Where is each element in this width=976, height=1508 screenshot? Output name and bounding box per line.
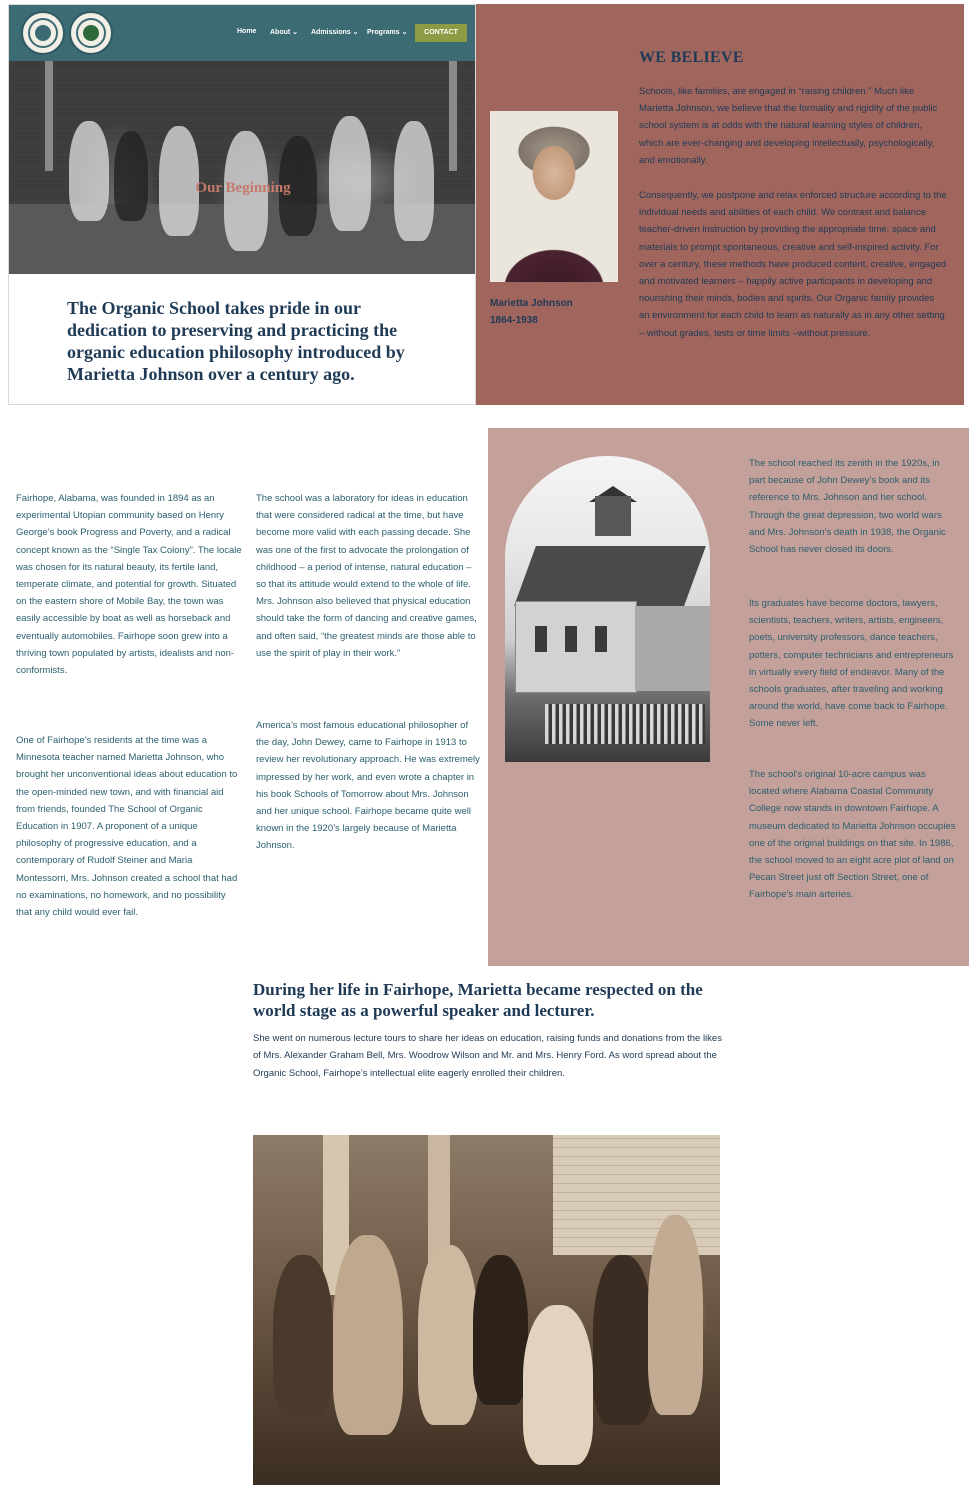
site-header xyxy=(9,5,476,61)
panel-paragraph: Its graduates have become doctors, lawyers, scientists, teachers, writers, artists, engineers, poets, university professors, dance teachers, potters, computer technicians and entrepreneurs in virtually every field of endeavor. Many of the schools graduates, after traveling and working around the world, have come back to Fairhope. Some never left. xyxy=(749,598,954,730)
schoolhouse-photo xyxy=(505,456,710,762)
hero-section xyxy=(8,4,476,405)
history-col1-paragraph: Fairhope, Alabama, was founded in 1894 as an experimental Utopian community based on Henry George’s book Progress and Poverty, and a radical concept known as the “Single Tax Colony”. The locale was chosen for its natural beauty, its fertile land, temperate climate, and potential for growth. Situated on the eastern shore of Mobile Bay, the town was easily accessible by boat as well as horseback and eventually automobiles. Fairhope soon grew into a thriving town populated by artists, idealists and non-conformists. xyxy=(16,493,242,677)
we-believe-section xyxy=(476,4,964,405)
contact-button[interactable]: CONTACT xyxy=(415,24,467,42)
fairhope-organic-school-logo-icon[interactable] xyxy=(69,11,113,55)
hero-photo xyxy=(9,61,476,274)
hero-heading: The Organic School takes pride in our dedication to preserving and practicing the organic education philosophy introduced by Marietta Johnson over a century ago. xyxy=(67,298,405,384)
nav-programs[interactable]: Programs ⌄ xyxy=(367,29,408,36)
history-col1-paragraph: One of Fairhope’s residents at the time was a Minnesota teacher named Marietta Johnson, who brought her unconventional ideas about education to the open-minded new town, and with financial aid from friends, founded The School of Organic Education in 1907. A proponent of a unique philosophy of progressive education, and a contemporary of Rudolf Steiner and Maria Montessorri, Mrs. Johnson created a school that had no examinations, no homework, and no possibility that any child would ever fail. xyxy=(16,735,238,919)
nav-admissions[interactable]: Admissions ⌄ xyxy=(311,29,359,36)
we-believe-title: WE BELIEVE xyxy=(639,49,744,66)
believe-paragraph: Schools, like families, are engaged in “raising children.” Much like Marietta Johnson, we believe that the formality and rigidity of the public school system is at odds with the natural learning styles of children, which are ever-changing and developing intellectually, psychologically, and emotionally. xyxy=(639,86,938,166)
nav-home[interactable]: Home xyxy=(237,28,257,35)
portrait-name: Marietta Johnson xyxy=(490,298,573,309)
portrait-years: 1864-1938 xyxy=(490,315,538,326)
nav-about[interactable]: About ⌄ xyxy=(270,29,299,36)
panel-paragraph: The school reached its zenith in the 1920s, in part because of John Dewey’s book and its reference to Mrs. Johnson and her school. Through the great depression, two world wars and Mrs. Johnson’s death in 1938, the Organic School has never closed its doors. xyxy=(749,458,946,556)
portrait-caption xyxy=(490,295,630,329)
hero-image-caption: Our Beginning xyxy=(195,180,291,196)
lecturer-paragraph: She went on numerous lecture tours to share her ideas on education, raising funds and donations from the likes of Mrs. Alexander Graham Bell, Mrs. Woodrow Wilson and Mr. and Mrs. Henry Ford. As word spread about the Organic School, Fairhope’s intellectual elite eagerly enrolled their children. xyxy=(253,1033,722,1079)
lecturer-heading: During her life in Fairhope, Marietta became respected on the world stage as a powerful speaker and lecturer. xyxy=(253,980,703,1020)
history-col2-paragraph: America’s most famous educational philosopher of the day, John Dewey, came to Fairhope in 1913 to review her revolutionary approach. He was extremely impressed by her work, and even wrote a chapter in his book Schools of Tomorrow about Mrs. Johnson and her unique school. Fairhope became quite well known in the 1920’s largely because of Marietta Johnson. xyxy=(256,720,480,852)
marietta-johnson-school-logo-icon[interactable] xyxy=(21,11,65,55)
marietta-johnson-portrait xyxy=(490,111,618,282)
lecture-group-photo xyxy=(253,1135,720,1485)
history-col2-paragraph: The school was a laboratory for ideas in education that were considered radical at the time, but have become more valid with each passing decade. She was one of the first to advocate the prolongation of childhood – a period of intense, natural education – so that its attitude would extend to the whole of life. Mrs. Johnson also believed that physical education should take the form of dancing and creative games, and often said, “the greatest minds are those able to use the spirit of play in their work.” xyxy=(256,493,477,659)
believe-paragraph: Consequently, we postpone and relax enforced structure according to the individual needs and abilities of each child. We contrast and balance teacher-driven instruction by providing the appropriate time, space and materials to prompt spontaneous, creative and self-inspired activity. For over a century, these methods have produced content, creative, engaged and motivated learners – happily active participants in developing and nourishing their minds, bodies and spirits. Our Organic family provides an environment for each child to learn as naturally as in any other setting – without grades, tests or time limits –without pressure. xyxy=(639,190,947,339)
history-panel xyxy=(488,428,969,966)
panel-paragraph: The school’s original 10-acre campus was located where Alabama Coastal Community College now stands in downtown Fairhope. A museum dedicated to Marietta Johnson occupies one of the original buildings on that site. In 1986, the school moved to an eight acre plot of land on Pecan Street just off Section Street, one of Fairhope’s main arteries. xyxy=(749,769,956,901)
